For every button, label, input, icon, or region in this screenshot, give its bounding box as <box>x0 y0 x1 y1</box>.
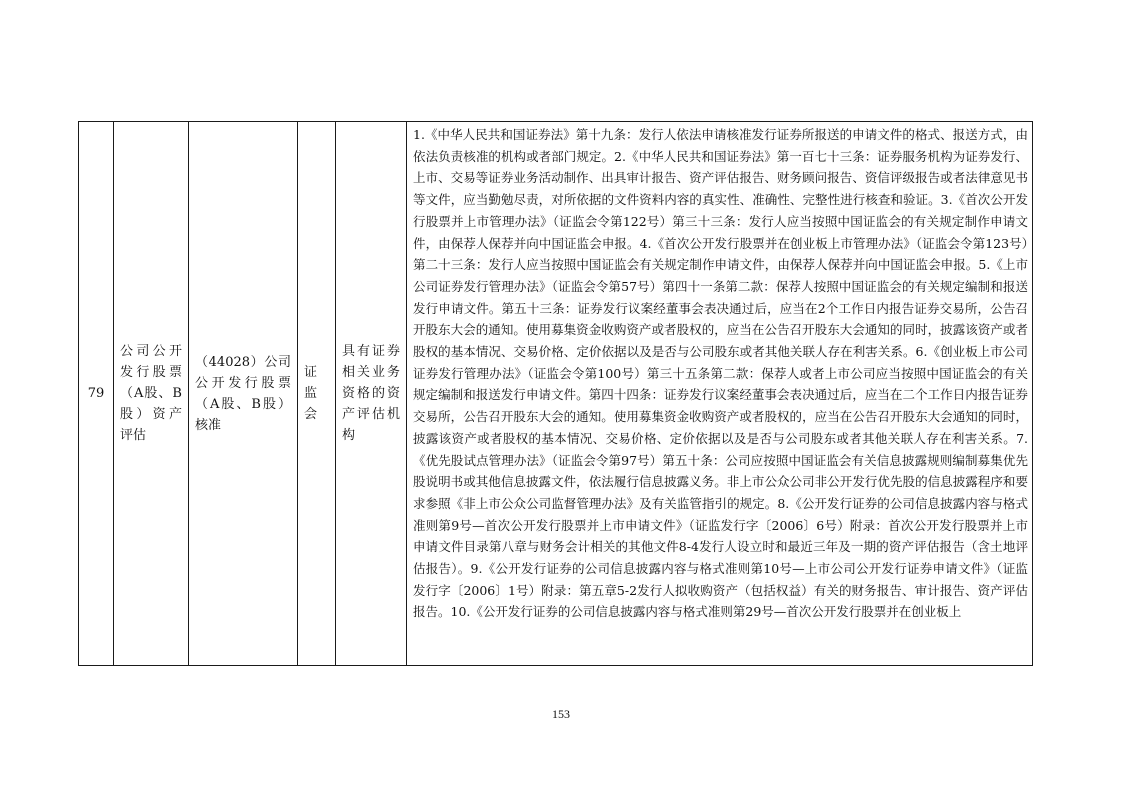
row-number: 79 <box>87 386 105 401</box>
legal-basis-cell <box>407 122 1033 666</box>
qualification-cell <box>336 122 407 666</box>
qualification: 具有证券相关业务资格的资产评估机构 <box>342 344 400 443</box>
approval-item-cell <box>189 122 298 666</box>
service-name: 公司公开发行股票（A股、B股）资产评估 <box>120 344 182 443</box>
department-cell <box>298 122 336 666</box>
table-row <box>79 122 1033 666</box>
approval-item: （44028）公司公开发行股票（A股、B股）核准 <box>195 354 291 433</box>
page-number: 153 <box>552 707 570 721</box>
department: 证监会 <box>304 365 318 422</box>
row-number-cell <box>79 122 114 666</box>
legal-basis-text: 1.《中华人民共和国证券法》第十九条：发行人依法申请核准发行证券所报送的申请文件的格式、报送方式，由依法负责核准的机构或者部门规定。2.《中华人民共和国证券法》第一百七十三条：证券服务机构为证券发行、上市、交易等证券业务活动制作、出具审计报告、资产评估报告、财务顾问报告、资信评级报告或者法律意见书等文件，应当勤勉尽责，对所依据的文件资料内容的真实性、准确性、完整性进行核查和验证。3.《首次公开发行股票并上市管理办法》（证监会令第122号）第三十三条：发行人应当按照中国证监会的有关规定制作申请文件，由保荐人保荐并向中国证监会申报。4.《首次公开发行股票并在创业板上市管理办法》（证监会令第123号）第二十三条：发行人应当按照中国证监会有关规定制作申请文件，由保荐人保荐并向中国证监会申报。5.《上市公司证券发行管理办法》（证监会令第57号）第四十一条第二款：保荐人按照中国证监会的有关规定编制和报送发行申请文件。第五十三条：证券发行议案经董事会表决通过后，应当在2个工作日内报告证券交易所，公告召开股东大会的通知。使用募集资金收购资产或者股权的，应当在公告召开股东大会通知的同时，披露该资产或者股权的基本情况、交易价格、定价依据以及是否与公司股东或者其他关联人存在利害关系。6.《创业板上市公司证券发行管理办法》（证监会令第100号）第三十五条第二款：保荐人或者上市公司应当按照中国证监会的有关规定编制和报送发行申请文件。第四十四条：证券发行议案经董事会表决通过后，应当在二个工作日内报告证券交易所，公告召开股东大会的通知。使用募集资金收购资产或者股权的，应当在公告召开股东大会通知的同时，披露该资产或者股权的基本情况、交易价格、定价依据以及是否与公司股东或者其他关联人存在利害关系。7.《优先股试点管理办法》（证监会令第97号）第五十条：公司应按照中国证监会有关信息披露规则编制募集优先股说明书或其他信息披露文件，依法履行信息披露义务。非上市公众公司非公开发行优先股的信息披露程序和要求参照《非上市公众公司监督管理办法》及有关监管指引的规定。8.《公开发行证券的公司信息披露内容与格式准则第9号—首次公开发行股票并上市申请文件》（证监发行字〔2006〕6号）附录：首次公开发行股票并上市申请文件目录第八章与财务会计相关的其他文件8-4发行人设立时和最近三年及一期的资产评估报告（含土地评估报告）。9.《公开发行证券的公司信息披露内容与格式准则第10号—上市公司公开发行证券申请文件》（证监发行字〔2006〕1号）附录：第五章5-2发行人拟收购资产（包括权益）有关的财务报告、审计报告、资产评估报告。10.《公开发行证券的公司信息披露内容与格式准则第29号—首次公开发行股票并在创业板上 <box>413 127 1028 620</box>
catalog-table <box>78 121 1033 666</box>
service-name-cell <box>114 122 189 666</box>
